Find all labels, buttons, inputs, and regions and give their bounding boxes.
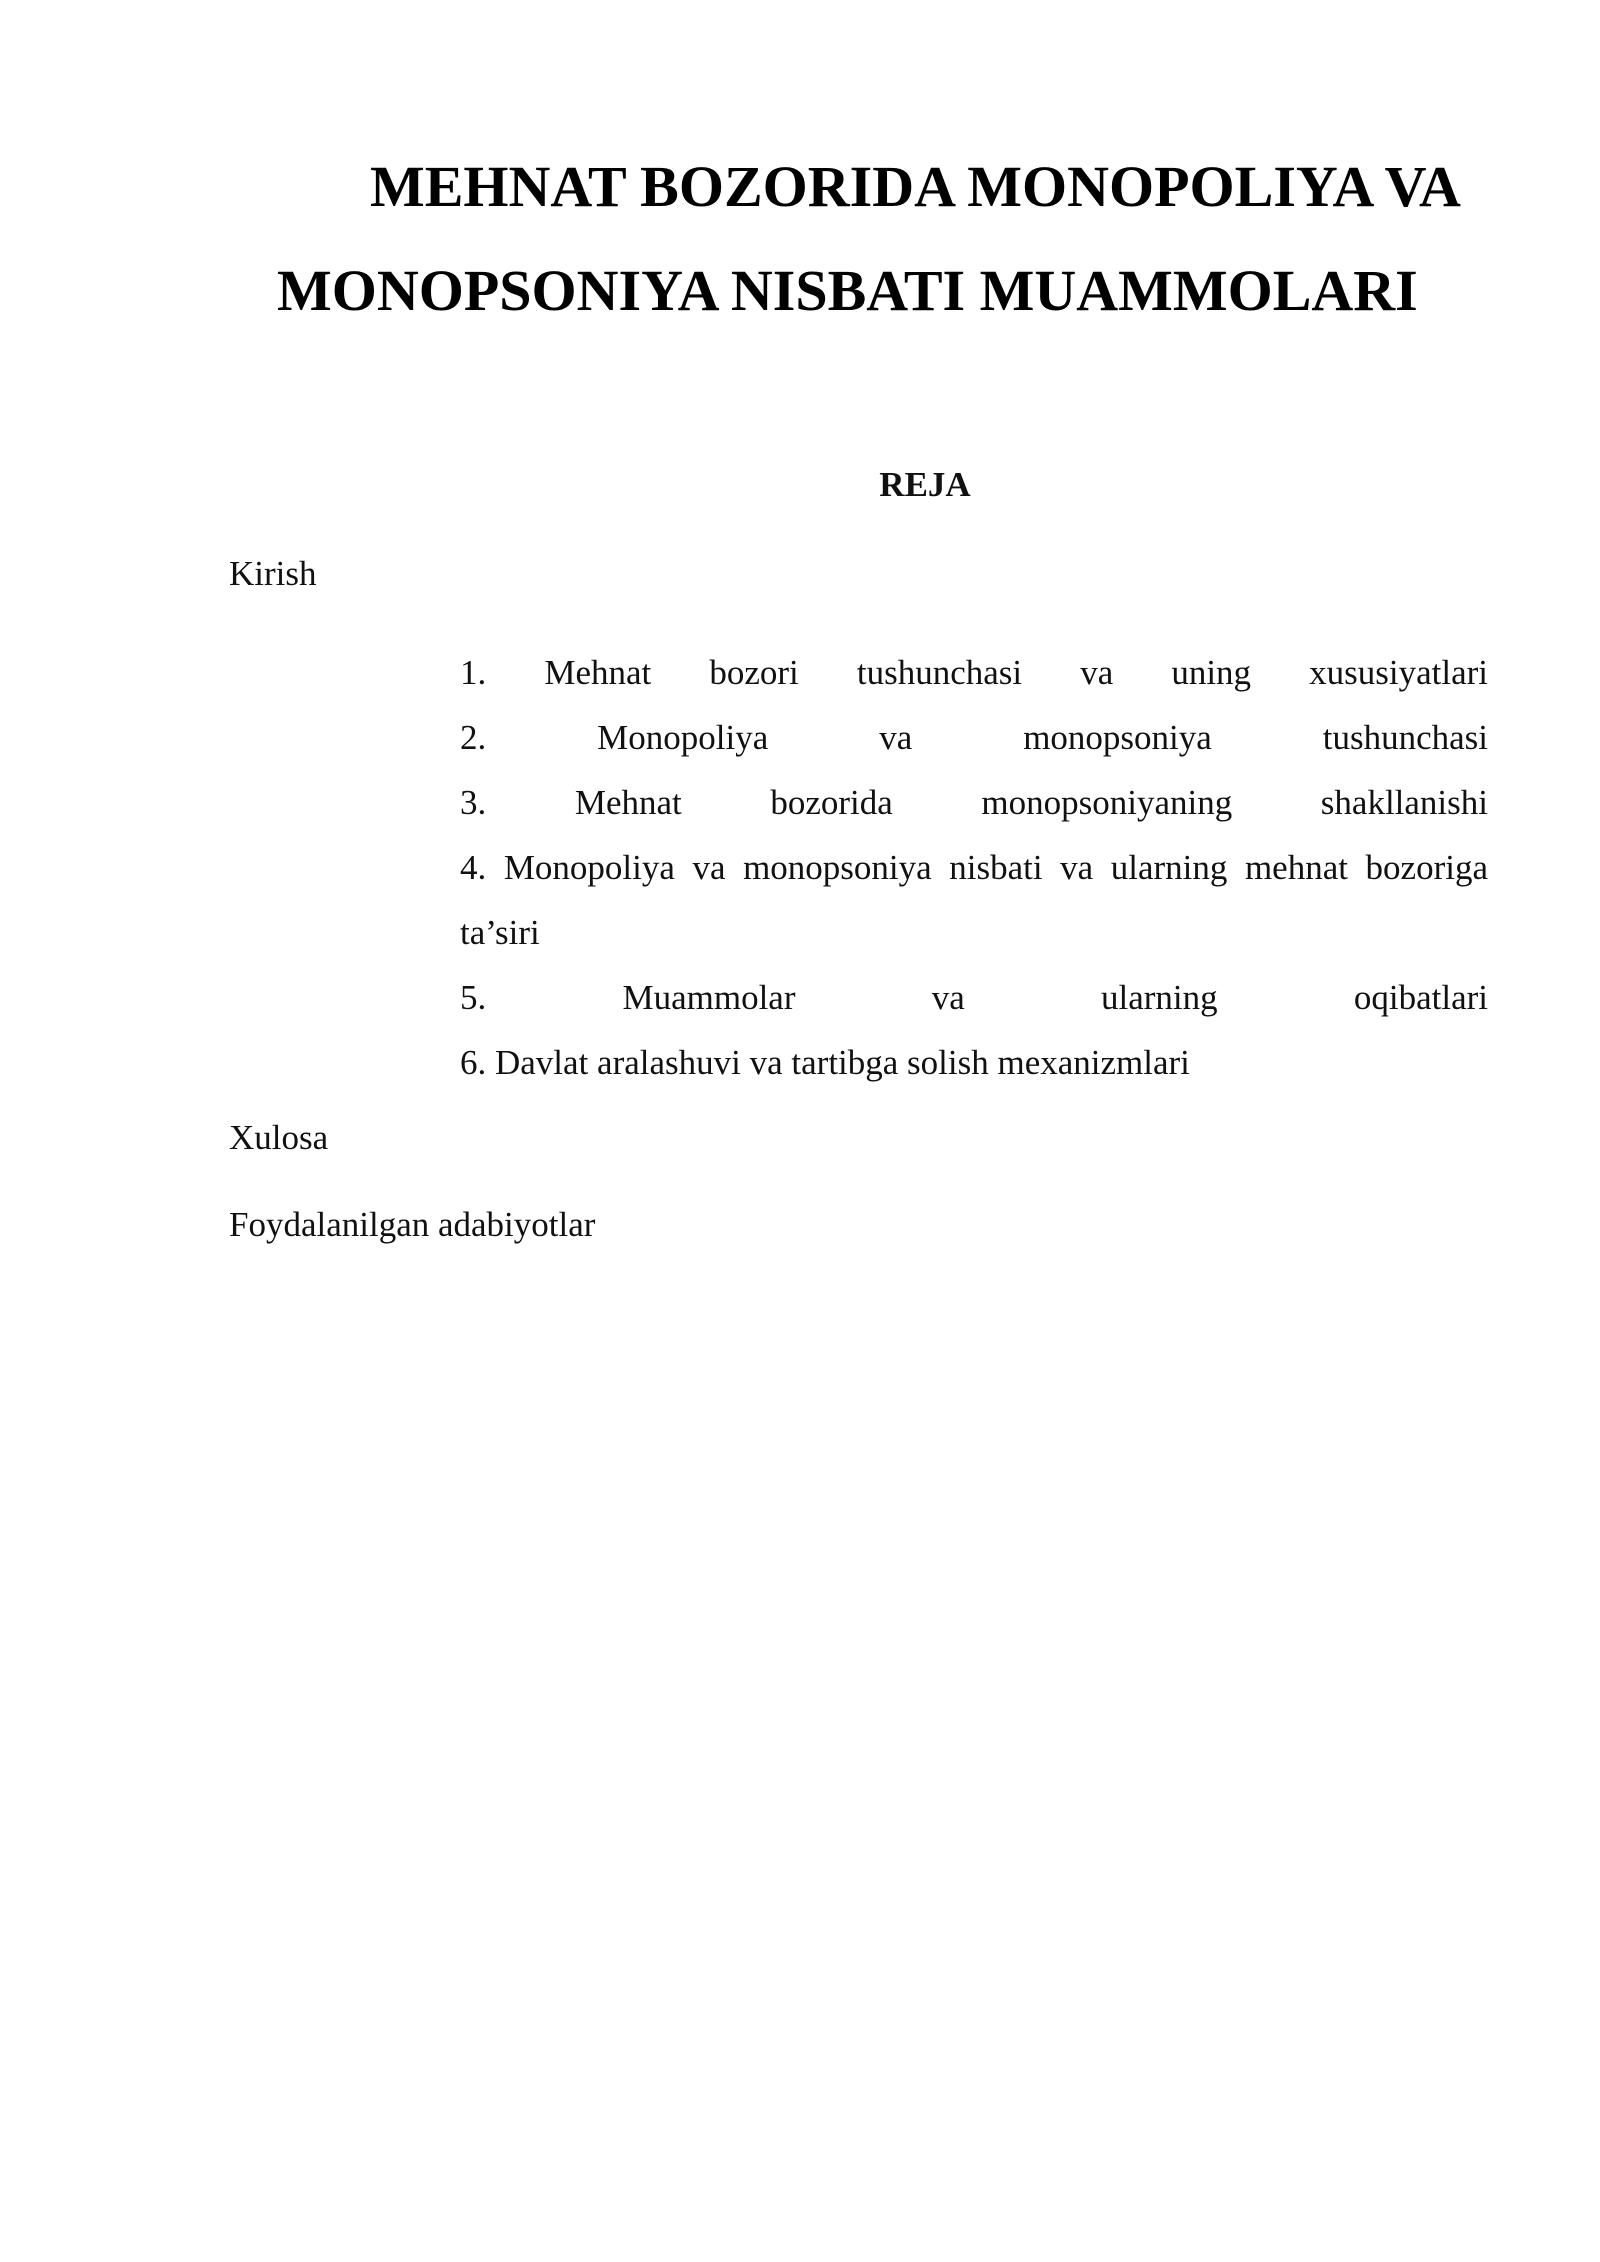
document-title-line-1: MEHNAT BOZORIDA MONOPOLIYA VA: [370, 154, 1461, 219]
plan-list: [460, 640, 1488, 1095]
references-item: Foydalanilgan adabiyotlar: [229, 1205, 596, 1244]
plan-heading: REJA: [879, 465, 971, 504]
plan-item-4: 4. Monopoliya va monopsoniya nisbati va ularning mehnat bozoriga ta’siri: [460, 848, 1488, 952]
plan-item-1: 1. Mehnat bozori tushunchasi va uning xususiyatlari: [460, 653, 1488, 692]
plan-item-5: 5. Muammolar va ularning oqibatlari: [460, 978, 1488, 1017]
conclusion-item: Xulosa: [229, 1118, 329, 1157]
plan-item-6: 6. Davlat aralashuvi va tartibga solish mexanizmlari: [460, 1043, 1190, 1082]
plan-item-2: 2. Monopoliya va monopsoniya tushunchasi: [460, 718, 1488, 757]
plan-item-3: 3. Mehnat bozorida monopsoniyaning shakllanishi: [460, 783, 1488, 822]
document-title-line-2: MONOPSONIYA NISBATI MUAMMOLARI: [277, 258, 1418, 323]
intro-item: Kirish: [229, 554, 317, 593]
